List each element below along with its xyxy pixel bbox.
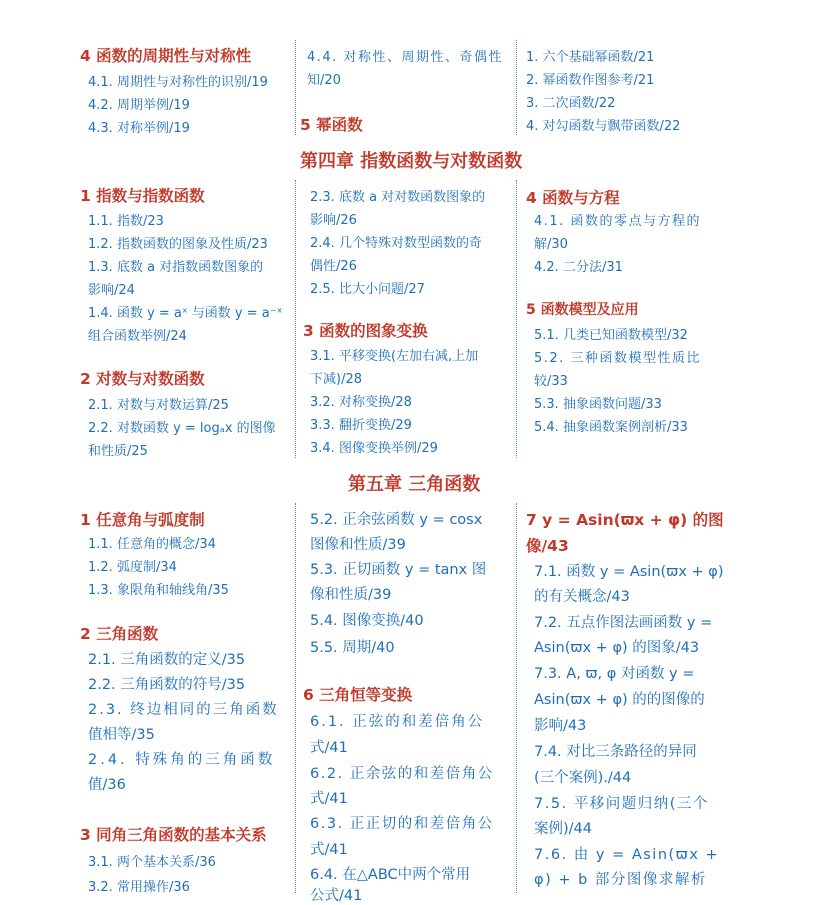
section-heading: 3 同角三角函数的基本关系	[80, 826, 267, 844]
toc-entry[interactable]: 7.4. 对比三条路径的异同	[534, 744, 697, 760]
section-heading-continued: 像/43	[526, 537, 569, 555]
toc-entry-continued[interactable]: 下减)/28	[310, 372, 362, 387]
section-heading: 2 三角函数	[80, 625, 159, 643]
toc-entry[interactable]: 4.1. 周期性与对称性的识别/19	[88, 75, 268, 90]
toc-entry-continued[interactable]: 像和性质/39	[310, 587, 392, 603]
toc-entry[interactable]: 3.3. 翻折变换/29	[310, 418, 412, 433]
toc-entry-continued[interactable]: 组合函数举例/24	[88, 329, 187, 344]
section-heading: 4 函数与方程	[526, 189, 620, 207]
toc-entry[interactable]: 7.3. A, ϖ, φ 对函数 y =	[534, 666, 695, 682]
toc-entry[interactable]: 2.1. 对数与对数运算/25	[88, 398, 229, 413]
toc-entry-continued[interactable]: 图像和性质/39	[310, 537, 406, 553]
toc-entry-continued[interactable]: 较/33	[534, 374, 568, 389]
toc-entry[interactable]: 5.2. 正余弦函数 y = cosx	[310, 512, 483, 528]
toc-entry[interactable]: 1.2. 弧度制/34	[88, 560, 177, 575]
toc-entry-continued[interactable]: 解/30	[534, 237, 568, 252]
toc-entry-continued[interactable]: 值相等/35	[88, 727, 155, 743]
toc-entry[interactable]: 2.2. 对数函数 y = logₐx 的图像	[88, 421, 276, 436]
toc-entry[interactable]: 3. 二次函数/22	[526, 96, 616, 111]
toc-entry[interactable]: 7.2. 五点作图法画函数 y =	[534, 615, 713, 631]
toc-entry[interactable]: 3.1. 平移变换(左加右减,上加	[310, 349, 479, 364]
toc-entry[interactable]: 1.1. 任意角的概念/34	[88, 537, 216, 552]
toc-entry[interactable]: 2.3. 终边相同的三角函数	[88, 702, 279, 718]
toc-entry[interactable]: 2.5. 比大小问题/27	[310, 282, 425, 297]
column-divider	[516, 503, 517, 893]
toc-entry[interactable]: 6.1. 正弦的和差倍角公	[310, 714, 485, 730]
toc-entry[interactable]: 2.1. 三角函数的定义/35	[88, 652, 246, 668]
toc-entry-continued[interactable]: 和性质/25	[88, 444, 148, 459]
toc-entry[interactable]: 3.2. 对称变换/28	[310, 395, 412, 410]
toc-entry[interactable]: 6.4. 在△ABC中两个常用	[310, 867, 471, 883]
toc-entry[interactable]: 7.6. 由 y = Asin(ϖx +	[534, 847, 720, 863]
toc-entry[interactable]: 6.2. 正余弦的和差倍角公	[310, 766, 494, 782]
toc-entry[interactable]: 4.1. 函数的零点与方程的	[534, 214, 701, 229]
toc-entry[interactable]: 4.3. 对称举例/19	[88, 121, 190, 136]
toc-entry[interactable]: 7.1. 函数 y = Asin(ϖx + φ)	[534, 564, 724, 580]
toc-entry[interactable]: 5.2. 三种函数模型性质比	[534, 351, 701, 366]
section-heading: 2 对数与对数函数	[80, 370, 205, 388]
section-heading: 6 三角恒等变换	[303, 686, 413, 704]
section-heading: 3 函数的图象变换	[303, 322, 428, 340]
toc-entry[interactable]: 3.4. 图像变换举例/29	[310, 441, 438, 456]
toc-entry-continued[interactable]: 公式/41	[310, 888, 363, 904]
toc-entry-continued[interactable]: 式/41	[310, 791, 348, 807]
toc-entry[interactable]: 5.1. 几类已知函数模型/32	[534, 328, 688, 343]
chapter-title: 第四章 指数函数与对数函数	[300, 151, 523, 172]
column-divider	[295, 180, 296, 458]
section-heading: 1 任意角与弧度制	[80, 511, 205, 529]
toc-entry-continued[interactable]: 影响/26	[310, 213, 357, 228]
toc-entry[interactable]: 2.4. 特殊角的三角函数	[88, 752, 276, 768]
toc-entry[interactable]: 4. 对勾函数与飘带函数/22	[526, 119, 681, 134]
chapter-title: 第五章 三角函数	[348, 474, 481, 495]
toc-entry[interactable]: 2.2. 三角函数的符号/35	[88, 677, 246, 693]
toc-entry[interactable]: 2.4. 几个特殊对数型函数的奇	[310, 236, 482, 251]
column-divider	[295, 40, 296, 135]
toc-entry[interactable]: 5.3. 抽象函数问题/33	[534, 397, 662, 412]
toc-entry-continued[interactable]: 影响/24	[88, 283, 135, 298]
toc-entry-continued[interactable]: Asin(ϖx + φ) 的的图像的	[534, 692, 705, 708]
toc-entry[interactable]: 1.4. 函数 y = aˣ 与函数 y = a⁻ˣ	[88, 306, 283, 321]
toc-entry[interactable]: 4.2. 周期举例/19	[88, 98, 190, 113]
section-heading: 4 函数的周期性与对称性	[80, 47, 252, 65]
toc-entry-continued[interactable]: 式/41	[310, 740, 348, 756]
toc-entry[interactable]: 2.3. 底数 a 对对数函数图象的	[310, 190, 486, 205]
toc-entry[interactable]: 3.1. 两个基本关系/36	[88, 855, 216, 870]
toc-entry[interactable]: 5.4. 图像变换/40	[310, 613, 424, 629]
toc-entry-continued[interactable]: Asin(ϖx + φ) 的图象/43	[534, 640, 700, 656]
column-divider	[516, 180, 517, 458]
toc-entry-continued[interactable]: (三个案例)./44	[534, 770, 632, 786]
section-heading: 5 函数模型及应用	[526, 302, 639, 318]
toc-entry-continued[interactable]: 案例)/44	[534, 821, 592, 837]
toc-entry[interactable]: 2. 幂函数作图参考/21	[526, 73, 655, 88]
section-heading: 5 幂函数	[300, 116, 363, 134]
toc-entry[interactable]: 5.3. 正切函数 y = tanx 图	[310, 562, 487, 578]
toc-entry[interactable]: 3.2. 常用操作/36	[88, 880, 190, 895]
toc-entry[interactable]: 7.5. 平移问题归纳(三个	[534, 796, 709, 812]
toc-entry[interactable]: 1.3. 象限角和轴线角/35	[88, 583, 229, 598]
toc-entry-continued[interactable]: 偶性/26	[310, 259, 357, 274]
section-heading: 1 指数与指数函数	[80, 187, 205, 205]
toc-entry-continued[interactable]: 的有关概念/43	[534, 589, 630, 605]
column-divider	[516, 40, 517, 135]
column-divider	[295, 503, 296, 893]
toc-entry[interactable]: 4.4. 对称性、周期性、奇偶性	[307, 50, 503, 65]
toc-entry[interactable]: 5.4. 抽象函数案例剖析/33	[534, 420, 688, 435]
toc-entry-continued[interactable]: 影响/43	[534, 718, 587, 734]
toc-entry-continued[interactable]: 知/20	[307, 73, 341, 88]
toc-entry[interactable]: 5.5. 周期/40	[310, 640, 395, 656]
toc-entry-continued[interactable]: φ) + b 部分图像求解析	[534, 872, 707, 888]
section-heading: 7 y = Asin(ϖx + φ) 的图	[526, 511, 724, 529]
toc-entry[interactable]: 4.2. 二分法/31	[534, 260, 623, 275]
toc-entry[interactable]: 1. 六个基础幂函数/21	[526, 50, 655, 65]
toc-entry[interactable]: 6.3. 正正切的和差倍角公	[310, 816, 494, 832]
toc-entry-continued[interactable]: 值/36	[88, 777, 126, 793]
toc-entry[interactable]: 1.3. 底数 a 对指数函数图象的	[88, 260, 264, 275]
toc-entry[interactable]: 1.1. 指数/23	[88, 214, 164, 229]
toc-entry-continued[interactable]: 式/41	[310, 842, 348, 858]
toc-entry[interactable]: 1.2. 指数函数的图象及性质/23	[88, 237, 268, 252]
